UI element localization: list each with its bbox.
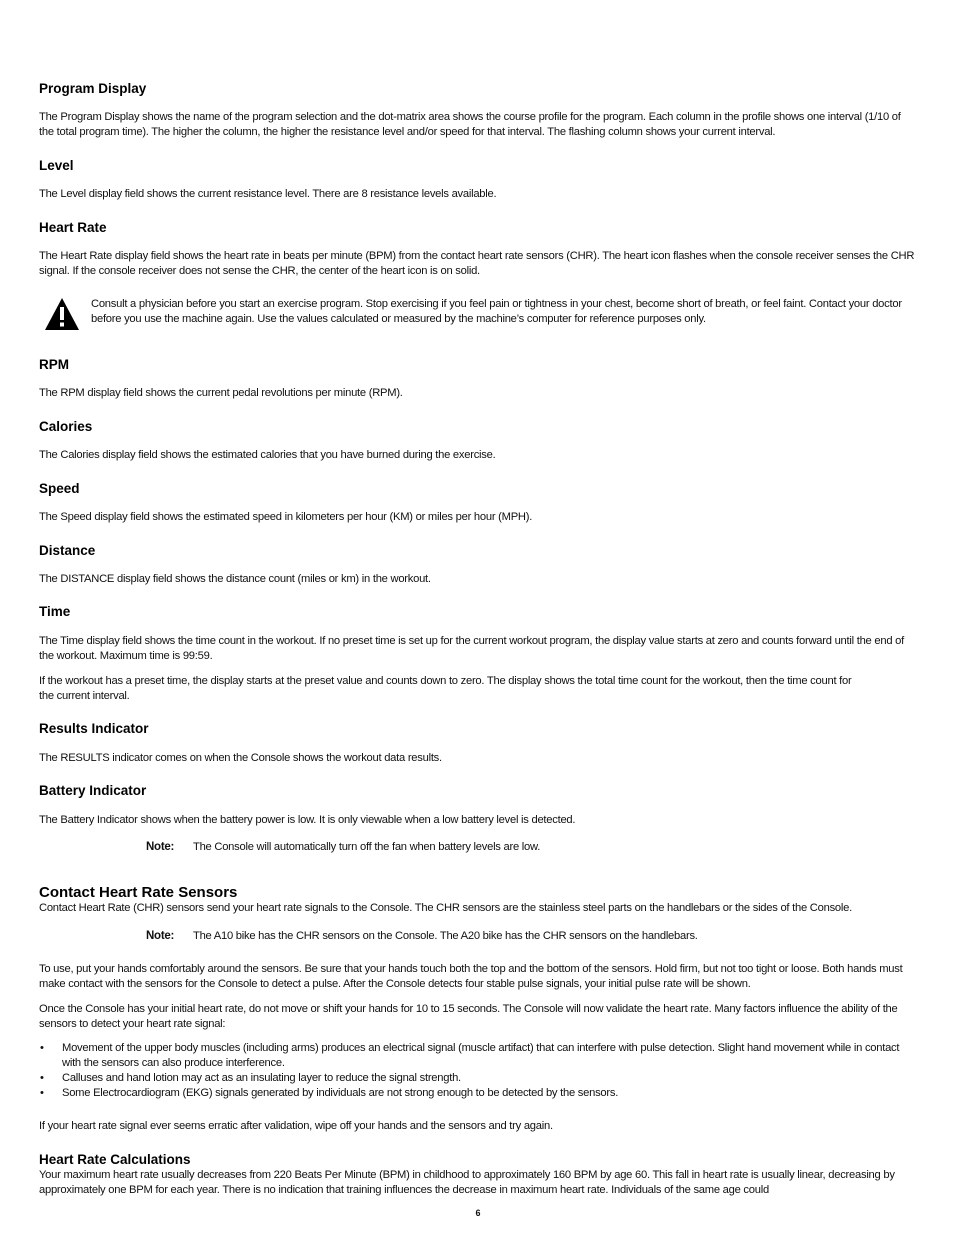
heading-hr-calculations: Heart Rate Calculations <box>39 1152 191 1167</box>
list-item: • Calluses and hand lotion may act as an insulating layer to reduce the signal strength. <box>40 1072 461 1084</box>
note-text: The A10 bike has the CHR sensors on the Console. The A20 bike has the CHR sensors on the handlebars. <box>193 930 698 942</box>
bullet: • <box>40 1087 44 1099</box>
level-text: The Level display field shows the current resistance level. There are 8 resistance levels available. <box>39 188 497 200</box>
heading-speed: Speed <box>39 481 80 496</box>
page-number: 6 <box>475 1208 481 1218</box>
chr-usage-text: To use, put your hands comfortably around the sensors. Be sure that your hands touch both the top and the bottom of the sensors. Hold firm, but not too tight or loose. Both hands must make contact with the sensors for the Console to detect a pulse. After the Console detects four stable pulse signals, your initial pulse rate will be shown. <box>39 963 903 990</box>
note-label: Note: <box>146 930 175 942</box>
heading-level: Level <box>39 158 74 173</box>
distance-text: The DISTANCE display field shows the distance count (miles or km) in the workout. <box>39 573 431 585</box>
heading-heart-rate: Heart Rate <box>39 220 107 235</box>
heading-rpm: RPM <box>39 357 69 372</box>
warning-text: Consult a physician before you start an exercise program. Stop exercising if you feel pain or tightness in your chest, become short of breath, or feel faint. Contact your doctor before you use the machine again. Use the values calculated or measured by the machine’s computer for reference purposes only. <box>91 298 902 325</box>
erratic-signal-text: If your heart rate signal ever seems erratic after validation, wipe off your hands and the sensors and try again. <box>39 1120 553 1132</box>
list-item: • Some Electrocardiogram (EKG) signals generated by individuals are not strong enough to be detected by the sensors. <box>40 1087 619 1099</box>
note-label: Note: <box>146 841 175 853</box>
heading-program-display: Program Display <box>39 81 147 96</box>
heading-chr-sensors: Contact Heart Rate Sensors <box>39 884 238 901</box>
heading-distance: Distance <box>39 543 96 558</box>
hr-calculations-text: Your maximum heart rate usually decreases from 220 Beats Per Minute (BPM) in childhood to approximately 160 BPM by age 60. This fall in heart rate is usually linear, decreasing by approximately one BPM for each year. There is no indication that training influences the decrease in maximum heart rate. Individuals of the same age could <box>39 1169 895 1196</box>
heading-results-indicator: Results Indicator <box>39 721 149 736</box>
note-text: The Console will automatically turn off the fan when battery levels are low. <box>193 841 541 853</box>
speed-text: The Speed display field shows the estimated speed in kilometers per hour (KM) or miles per hour (MPH). <box>39 511 533 523</box>
calories-text: The Calories display field shows the estimated calories that you have burned during the exercise. <box>39 449 496 461</box>
heart-rate-text: The Heart Rate display field shows the heart rate in beats per minute (BPM) from the contact heart rate sensors (CHR). The heart icon flashes when the console receiver senses the CHR signal. If the console receiver does not sense the CHR, the center of the heart icon is on solid. <box>39 250 915 277</box>
bullet: • <box>40 1042 44 1054</box>
warning-triangle-icon <box>44 297 80 331</box>
heading-time: Time <box>39 604 71 619</box>
chr-validation-text: Once the Console has your initial heart rate, do not move or shift your hands for 10 to 15 seconds. The Console will now validate the heart rate. Many factors influence the ability of the sensors to detect your heart rate signal: <box>39 1003 898 1030</box>
time-text-1: The Time display field shows the time count in the workout. If no preset time is set up for the current workout program, the display value starts at zero and counts forward until the end of the workout. Maximum time is 99:59. <box>39 635 904 662</box>
time-text-2: If the workout has a preset time, the display starts at the preset value and counts down to zero. The display shows the total time count for the workout, then the time count for the current interval. <box>39 675 852 702</box>
battery-note <box>146 840 540 855</box>
chr-note <box>146 929 698 944</box>
heading-calories: Calories <box>39 419 93 434</box>
program-display-text: The Program Display shows the name of the program selection and the dot-matrix area shows the course profile for the program. Each column in the profile shows one interval (1/10 of the total program time). The higher the column, the higher the resistance level and/or speed for that interval. The flashing column shows your current interval. <box>39 111 901 138</box>
rpm-text: The RPM display field shows the current pedal revolutions per minute (RPM). <box>39 387 403 399</box>
heading-battery-indicator: Battery Indicator <box>39 783 147 798</box>
list-item: • Movement of the upper body muscles (including arms) produces an electrical signal (muscle artifact) that can interfere with pulse detection. Slight hand movement while in contact with the sensors can also produce interference. <box>40 1042 900 1069</box>
results-text: The RESULTS indicator comes on when the Console shows the workout data results. <box>39 752 442 764</box>
battery-text: The Battery Indicator shows when the battery power is low. It is only viewable when a low battery level is detected. <box>39 814 576 826</box>
bullet: • <box>40 1072 44 1084</box>
chr-sensors-text: Contact Heart Rate (CHR) sensors send your heart rate signals to the Console. The CHR sensors are the stainless steel parts on the handlebars or the sides of the Console. <box>39 902 852 914</box>
interference-list <box>39 1041 917 1101</box>
